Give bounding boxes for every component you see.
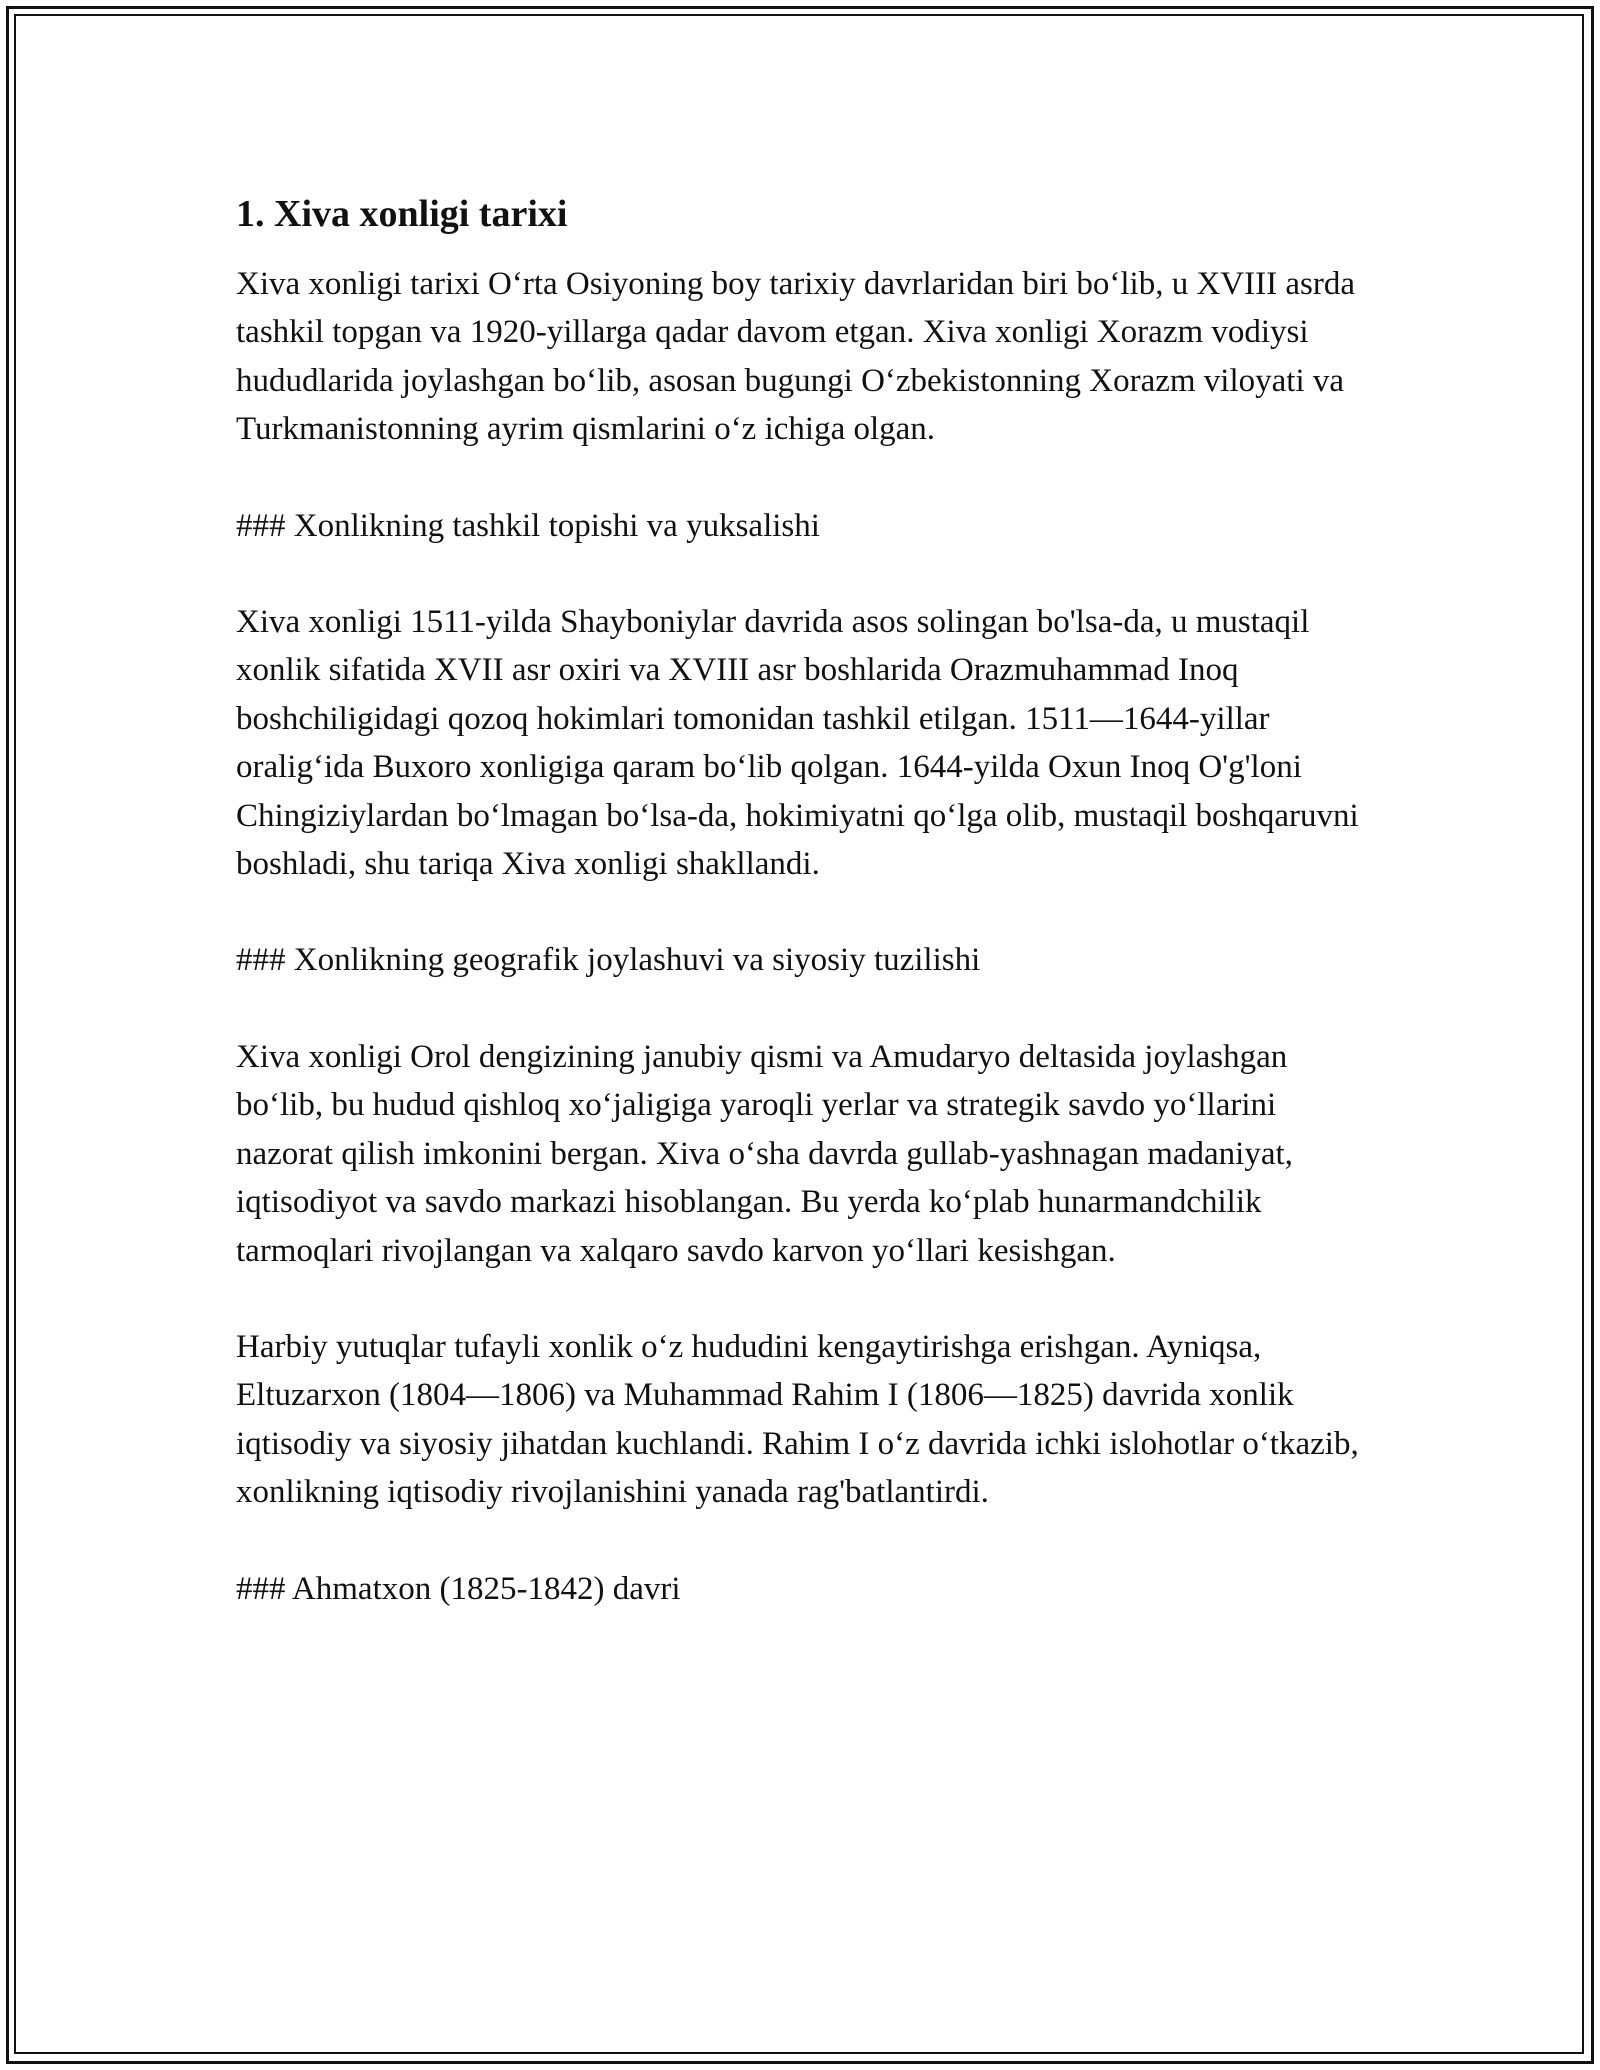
subheading-ahmatxon: ### Ahmatxon (1825-1842) davri: [236, 1570, 681, 1607]
subheading-geography: ### Xonlikning geografik joylashuvi va siyosiy tuzilishi: [236, 942, 981, 979]
subheading-founding: ### Xonlikning tashkil topishi va yuksalishi: [236, 507, 820, 544]
paragraph-founding: Xiva xonligi 1511-yilda Shayboniylar davrida asos solingan bo'lsa-da, u mustaqil xonlik sifatida XVII asr oxiri va XVIII asr boshlarida Orazmuhammad Inoq boshchiligidagi qozoq hokimlari tomonidan tashkil etilgan. 1511—1644-yillar oralig‘ida Buxoro xonligiga qaram bo‘lib qolgan. 1644-yilda Oxun Inoq O'g'loni Chingiziylardan bo‘lmagan bo‘lsa-da, hokimiyatni qo‘lga olib, mustaqil boshqaruvni boshladi, shu tariqa Xiva xonligi shakllandi.: [236, 604, 1359, 883]
document-body: [236, 188, 1366, 1661]
paragraph-geography: Xiva xonligi Orol dengizining janubiy qismi va Amudaryo deltasida joylashgan bo‘lib, bu hudud qishloq xo‘jaligiga yaroqli yerlar va strategik savdo yo‘llarini nazorat qilish imkonini bergan. Xiva o‘sha davrda gullab-yashnagan madaniyat, iqtisodiyot va savdo markazi hisoblangan. Bu yerda ko‘plab hunarmandchilik tarmoqlari rivojlangan va xalqaro savdo karvon yo‘llari kesishgan.: [236, 1038, 1293, 1269]
paragraph-intro: Xiva xonligi tarixi O‘rta Osiyoning boy tarixiy davrlaridan biri bo‘lib, u XVIII asrda tashkil topgan va 1920-yillarga qadar davom etgan. Xiva xonligi Xorazm vodiysi hududlarida joylashgan bo‘lib, asosan bugungi O‘zbekistonning Xorazm viloyati va Turkmanistonning ayrim qismlarini o‘z ichiga olgan.: [236, 266, 1355, 448]
paragraph-military: Harbiy yutuqlar tufayli xonlik o‘z hududini kengaytirishga erishgan. Ayniqsa, Eltuzarxon (1804—1806) va Muhammad Rahim I (1806—1825) davrida xonlik iqtisodiy va siyosiy jihatdan kuchlandi. Rahim I o‘z davrida ichki islohotlar o‘tkazib, xonlikning iqtisodiy rivojlanishini yanada rag'batlantirdi.: [236, 1328, 1359, 1511]
document-title: 1. Xiva xonligi tarixi: [236, 193, 568, 235]
